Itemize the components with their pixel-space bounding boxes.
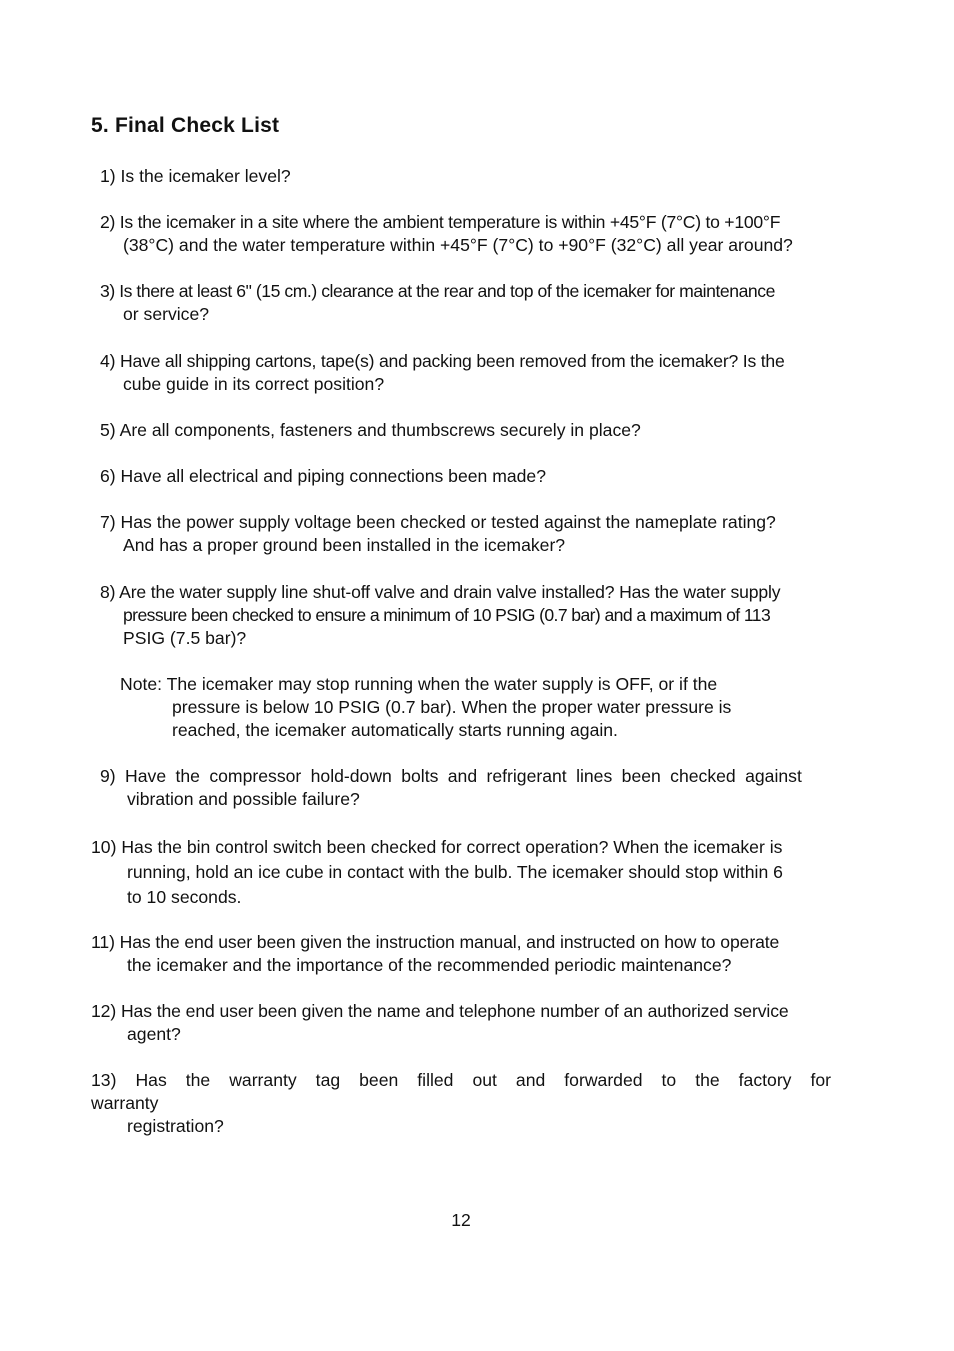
item-text-line: PSIG (7.5 bar)?: [123, 628, 247, 648]
item-text-line: registration?: [127, 1116, 224, 1136]
item-number: 5): [100, 420, 116, 440]
item-number: 6): [100, 466, 116, 486]
checklist-item-1: [100, 165, 841, 188]
note-block: [120, 673, 820, 742]
item-text-line: Has the bin control switch been checked for correct operation? When the icemaker is: [121, 837, 783, 857]
item-text-line: running, hold an ice cube in contact with the bulb. The icemaker should stop within 6: [127, 862, 783, 882]
checklist-item-4: [100, 350, 841, 396]
note-label: Note:: [120, 674, 163, 694]
item-number: 10): [91, 837, 117, 857]
checklist-item-7: [100, 511, 841, 557]
item-text: Have all electrical and piping connections been made?: [120, 466, 547, 486]
item-text-line: Has the end user been given the name and telephone number of an authorized service: [120, 1001, 789, 1021]
item-number: 13): [91, 1070, 117, 1090]
item-text-line: Has the power supply voltage been checked or tested against the nameplate rating?: [120, 512, 776, 532]
item-number: 12): [91, 1001, 117, 1021]
item-number: 4): [100, 351, 116, 371]
item-text-line: pressure been checked to ensure a minimum of 10 PSIG (0.7 bar) and a maximum of 113: [123, 605, 771, 625]
note-text-line: The icemaker may stop running when the water supply is OFF, or if the: [166, 674, 718, 694]
item-text-line: And has a proper ground been installed in the icemaker?: [123, 535, 566, 555]
note-text-line: reached, the icemaker automatically starts running again.: [172, 720, 618, 740]
item-text: Are all components, fasteners and thumbscrews securely in place?: [119, 420, 641, 440]
item-text-line: to 10 seconds.: [127, 887, 242, 907]
item-text-line: cube guide in its correct position?: [123, 374, 385, 394]
checklist-item-6: [100, 465, 841, 488]
section-title: 5. Final Check List: [91, 114, 280, 137]
checklist-item-3: [100, 280, 841, 326]
note-text-line: pressure is below 10 PSIG (0.7 bar). When the proper water pressure is: [172, 697, 732, 717]
checklist-item-9: [100, 765, 841, 811]
checklist-item-2: [100, 211, 841, 257]
checklist-item-11: [91, 931, 841, 977]
item-text-line: the icemaker and the importance of the recommended periodic maintenance?: [127, 955, 732, 975]
item-text-line: Is the icemaker in a site where the ambient temperature is within +45°F (7°C) to +100°F: [119, 212, 781, 232]
item-number: 7): [100, 512, 116, 532]
item-text-line: Have the compressor hold-down bolts and refrigerant lines been checked against: [125, 766, 802, 786]
item-text-line: Are the water supply line shut-off valve and drain valve installed? Has the water supply: [119, 582, 781, 602]
item-text-line: or service?: [123, 304, 210, 324]
checklist-item-5: [100, 419, 841, 442]
item-number: 1): [100, 166, 116, 186]
item-number: 8): [100, 582, 116, 602]
checklist-item-13: [91, 1069, 831, 1138]
item-text-line: Has the end user been given the instruction manual, and instructed on how to operate: [119, 932, 780, 952]
item-number: 11): [91, 932, 115, 952]
item-number: 9): [100, 766, 116, 786]
item-text-line: Has the warranty tag been filled out and forwarded to the factory for warranty: [91, 1070, 832, 1113]
item-text: Is the icemaker level?: [120, 166, 291, 186]
item-text-line: vibration and possible failure?: [127, 789, 360, 809]
item-text-line: (38°C) and the water temperature within +45°F (7°C) to +90°F (32°C) all year around?: [123, 235, 793, 255]
item-number: 2): [100, 212, 116, 232]
page-number: 12: [451, 1210, 471, 1230]
checklist-item-12: [91, 1000, 841, 1046]
item-text-line: Have all shipping cartons, tape(s) and packing been removed from the icemaker? Is the: [119, 351, 785, 371]
item-text-line: Is there at least 6" (15 cm.) clearance at the rear and top of the icemaker for maintenance: [119, 281, 775, 301]
item-text-line: agent?: [127, 1024, 181, 1044]
item-number: 3): [100, 281, 115, 301]
checklist-item-10: [91, 835, 841, 910]
checklist-item-8: [100, 581, 841, 650]
